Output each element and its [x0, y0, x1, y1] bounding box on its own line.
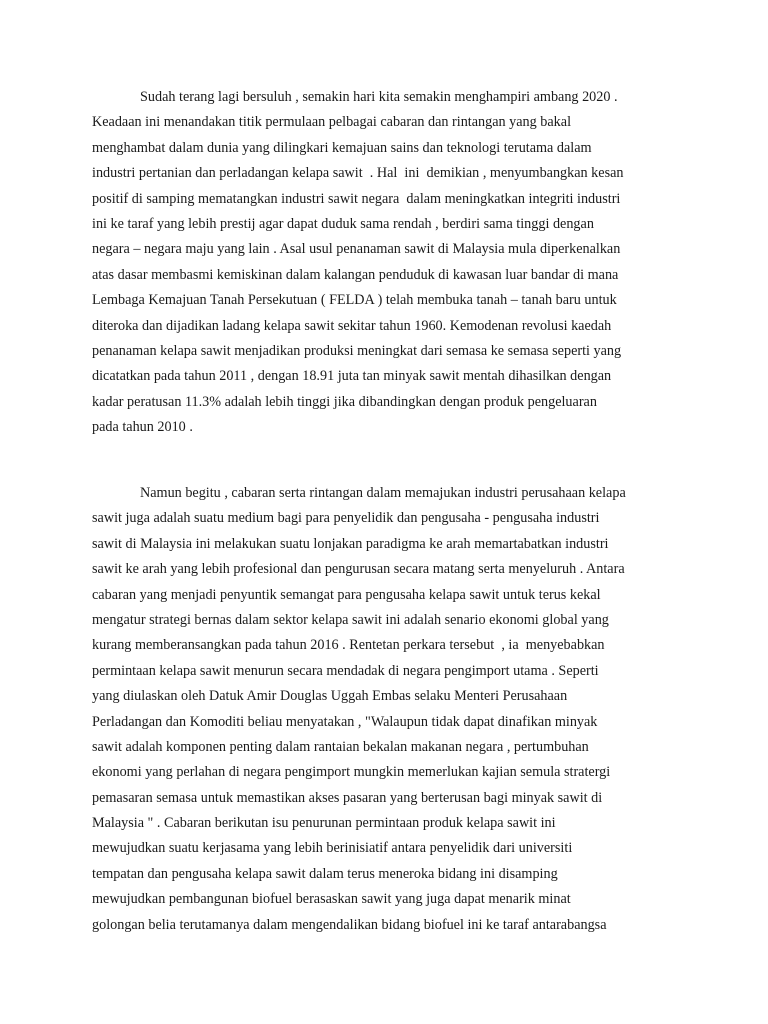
paragraph-2	[92, 481, 672, 938]
text-line: pemasaran semasa untuk memastikan akses pasaran yang berterusan bagi minyak sawit di	[92, 789, 603, 806]
text-line: dicatatkan pada tahun 2011 , dengan 18.91 juta tan minyak sawit mentah dihasilkan dengan	[92, 368, 612, 385]
text-line: Lembaga Kemajuan Tanah Persekutuan ( FELDA ) telah membuka tanah – tanah baru untuk	[92, 292, 617, 309]
text-line: diteroka dan dijadikan ladang kelapa sawit sekitar tahun 1960. Kemodenan revolusi kaedah	[92, 317, 612, 334]
text-line: industri pertanian dan perladangan kelapa sawit . Hal ini demikian , menyumbangkan kesan	[92, 165, 624, 182]
text-line: pada tahun 2010 .	[92, 419, 193, 436]
text-line: ini ke taraf yang lebih prestij agar dapat duduk sama rendah , berdiri sama tinggi dengan	[92, 215, 594, 232]
text-line: Malaysia " . Cabaran berikutan isu penurunan permintaan produk kelapa sawit ini	[92, 815, 556, 832]
text-line: tempatan dan pengusaha kelapa sawit dalam terus meneroka bidang ini disamping	[92, 865, 558, 882]
text-line: negara – negara maju yang lain . Asal usul penanaman sawit di Malaysia mula diperkenalkan	[92, 241, 621, 258]
text-line: golongan belia terutamanya dalam mengendalikan bidang biofuel ini ke taraf antarabangsa	[92, 916, 607, 933]
text-line: kadar peratusan 11.3% adalah lebih tinggi jika dibandingkan dengan produk pengeluaran	[92, 393, 597, 410]
text-line: penanaman kelapa sawit menjadikan produksi meningkat dari semasa ke semasa seperti yang	[92, 342, 622, 359]
text-line: Sudah terang lagi bersuluh , semakin hari kita semakin menghampiri ambang 2020 .	[140, 89, 618, 105]
text-line: Perladangan dan Komoditi beliau menyatakan , "Walaupun tidak dapat dinafikan minyak	[92, 713, 598, 730]
text-line: ekonomi yang perlahan di negara pengimport mungkin memerlukan kajian semula stratergi	[92, 764, 611, 781]
text-line: cabaran yang menjadi penyuntik semangat para pengusaha kelapa sawit untuk terus kekal	[92, 586, 601, 603]
text-line: sawit adalah komponen penting dalam rantaian bekalan makanan negara , pertumbuhan	[92, 738, 589, 755]
text-line: atas dasar membasmi kemiskinan dalam kalangan penduduk di kawasan luar bandar di mana	[92, 266, 619, 283]
text-line: yang diulaskan oleh Datuk Amir Douglas Uggah Embas selaku Menteri Perusahaan	[92, 688, 568, 705]
text-line: Namun begitu , cabaran serta rintangan dalam memajukan industri perusahaan kelapa	[140, 485, 626, 501]
paragraph-1	[92, 85, 672, 440]
text-line: kurang memberansangkan pada tahun 2016 . Rentetan perkara tersebut , ia menyebabkan	[92, 637, 605, 654]
text-line: menghambat dalam dunia yang dilingkari kemajuan sains dan teknologi terutama dalam	[92, 139, 592, 156]
text-line: mewujudkan suatu kerjasama yang lebih berinisiatif antara penyelidik dari universiti	[92, 840, 573, 857]
text-line: sawit di Malaysia ini melakukan suatu lonjakan paradigma ke arah memartabatkan industri	[92, 535, 609, 552]
text-line: sawit juga adalah suatu medium bagi para penyelidik dan pengusaha - pengusaha industri	[92, 510, 600, 527]
text-line: Keadaan ini menandakan titik permulaan pelbagai cabaran dan rintangan yang bakal	[92, 114, 572, 131]
text-line: sawit ke arah yang lebih profesional dan pengurusan secara matang serta menyeluruh . Antara	[92, 561, 625, 578]
text-line: permintaan kelapa sawit menurun secara mendadak di negara pengimport utama . Seperti	[92, 662, 599, 679]
text-line: positif di samping mematangkan industri sawit negara dalam meningkatkan integriti industri	[92, 190, 621, 207]
text-line: mengatur strategi bernas dalam sektor kelapa sawit ini adalah senario ekonomi global yang	[92, 611, 609, 628]
text-line: mewujudkan pembangunan biofuel berasaskan sawit yang juga dapat menarik minat	[92, 891, 571, 908]
